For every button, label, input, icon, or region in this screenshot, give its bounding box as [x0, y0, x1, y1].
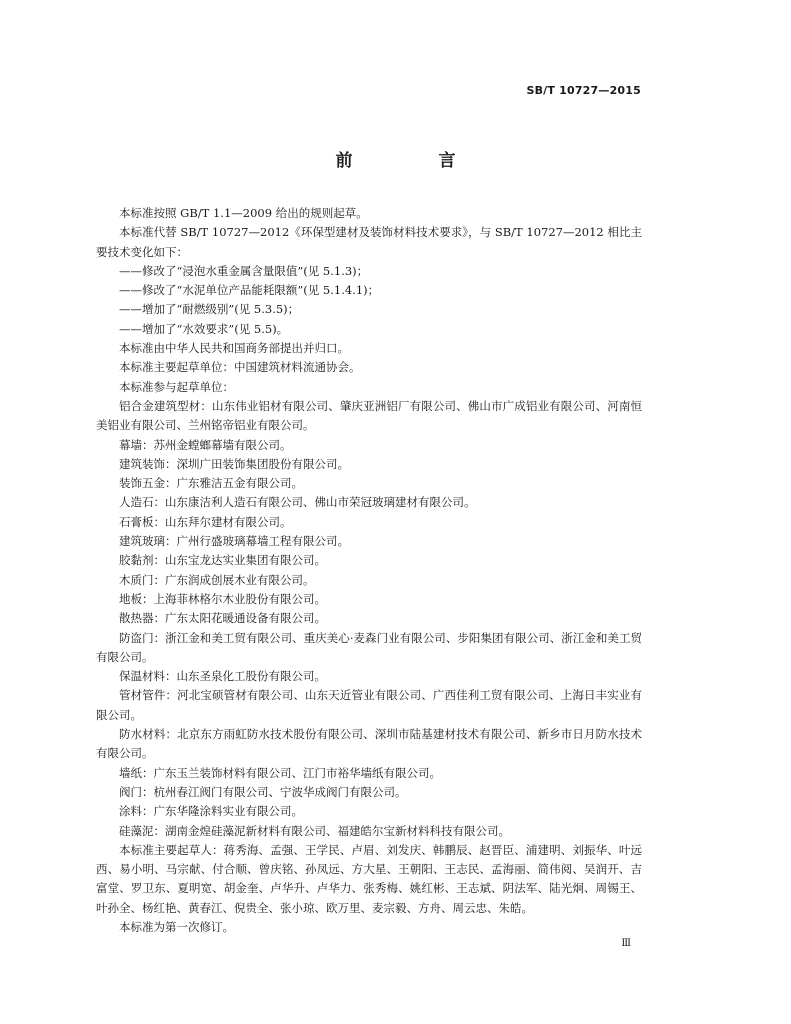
participant-entry: 阀门：杭州春江阀门有限公司、宁波华成阀门有限公司。	[119, 784, 407, 799]
participant-entry: 胶黏剂：山东宝龙达实业集团有限公司。	[119, 553, 326, 568]
participant-entry: 幕墙：苏州金螳螂幕墙有限公司。	[119, 437, 292, 452]
participant-entry: 墙纸：广东玉兰装饰材料有限公司、江门市裕华墙纸有限公司。	[119, 765, 441, 780]
paragraph-participating-units-heading: 本标准参与起草单位：	[119, 379, 234, 394]
paragraph-drafting-rule: 本标准按照 GB/T 1.1—2009 给出的规则起草。	[119, 206, 368, 220]
participant-entry: 建筑玻璃：广州行盛玻璃幕墙工程有限公司。	[119, 534, 349, 549]
change-item: ——修改了“水泥单位产品能耗限额”(见 5.1.4.1)；	[119, 283, 380, 298]
participant-entry: 管材管件：河北宝硕管材有限公司、山东天近管业有限公司、广西佳利工贸有限公司、上海日丰实业有限公司。	[96, 688, 642, 722]
preface-body	[96, 204, 642, 937]
participant-entry: 石膏板：山东拜尔建材有限公司。	[119, 514, 292, 529]
participant-entry: 涂料：广东华隆涂料实业有限公司。	[119, 804, 303, 819]
participant-entry: 木质门：广东润成创展木业有限公司。	[119, 572, 315, 587]
participant-entry: 装饰五金：广东雅洁五金有限公司。	[119, 476, 303, 491]
paragraph-main-drafter-unit: 本标准主要起草单位：中国建筑材料流通协会。	[119, 360, 361, 375]
paragraph-revision-note: 本标准为第一次修订。	[119, 919, 234, 934]
participant-entry: 铝合金建筑型材：山东伟业铝材有限公司、肇庆亚洲铝厂有限公司、佛山市广成铝业有限公司、河南恒美铝业有限公司、兰州铭帝铝业有限公司。	[96, 398, 642, 433]
paragraph-replacement: 本标准代替 SB/T 10727—2012《环保型建材及装饰材料技术要求》，与 SB/T 10727—2012 相比主要技术变化如下：	[96, 225, 642, 259]
participant-entry: 地板：上海菲林格尔木业股份有限公司。	[119, 591, 326, 606]
page-title: 前 言	[335, 151, 496, 171]
participant-entry: 防水材料：北京东方雨虹防水技术股份有限公司、深圳市陆基建材技术有限公司、新乡市日月防水技术有限公司。	[96, 727, 642, 761]
standard-code: SB/T 10727—2015	[526, 84, 641, 97]
change-item: ——增加了“耐燃级别”(见 5.3.5)；	[119, 302, 300, 317]
participant-entry: 保温材料：山东圣泉化工股份有限公司。	[119, 669, 326, 684]
change-item: ——增加了“水效要求”(见 5.5)。	[119, 321, 289, 336]
participant-entry: 防盗门：浙江金和美工贸有限公司、重庆美心·麦森门业有限公司、步阳集团有限公司、浙江金和美工贸有限公司。	[96, 630, 642, 664]
participant-entry: 建筑装饰：深圳广田装饰集团股份有限公司。	[119, 456, 349, 471]
participant-entry: 人造石：山东康洁利人造石有限公司、佛山市荣冠玻璃建材有限公司。	[119, 495, 476, 510]
paragraph-proposer: 本标准由中华人民共和国商务部提出并归口。	[119, 341, 349, 356]
change-item: ——修改了“浸泡水重金属含量限值”(见 5.1.3)；	[119, 263, 369, 278]
paragraph-main-drafters: 本标准主要起草人：蒋秀海、孟强、王学民、卢眉、刘发庆、韩鹏辰、赵晋臣、浦建明、刘振华、叶远西、易小明、马宗献、付合顺、曾庆铭、孙凤远、方大星、王朝阳、王志民、孟海丽、简伟阅、吴润开、吉富堂、罗卫东、夏明宽、胡金奎、卢华升、卢华力、张秀梅、姚红彬、王志斌、阴法军、陆光炯、周锡王、叶孙全、杨红艳、黄春江、倪贵全、张小琼、欧万里、麦宗毅、方舟、周云忠、朱皓。	[96, 842, 642, 915]
participant-entry: 硅藻泥：湖南金煌硅藻泥新材料有限公司、福建皓尔宝新材料科技有限公司。	[119, 823, 510, 838]
participant-entry: 散热器：广东太阳花暖通设备有限公司。	[119, 611, 326, 626]
page-number: Ⅲ	[621, 938, 631, 949]
